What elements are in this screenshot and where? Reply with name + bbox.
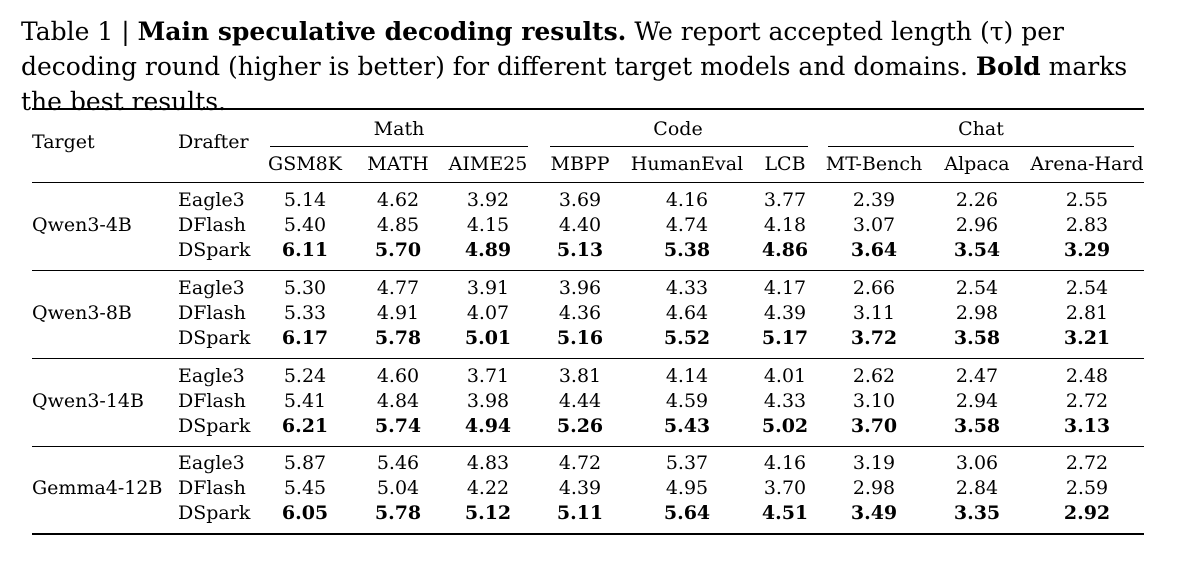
table-cell: 5.78 bbox=[374, 327, 422, 349]
table-cell: 2.47 bbox=[955, 365, 999, 387]
column-header: Arena-Hard bbox=[1030, 153, 1144, 175]
table-cell: 4.89 bbox=[464, 239, 512, 261]
drafter-label: Eagle3 bbox=[178, 365, 245, 387]
table-cell: 3.54 bbox=[953, 239, 1001, 261]
table-cell: 5.13 bbox=[556, 239, 604, 261]
table-cell: 3.10 bbox=[852, 390, 896, 412]
table-cell: 4.86 bbox=[761, 239, 809, 261]
table-cell: 2.96 bbox=[955, 214, 999, 236]
table-cell: 2.98 bbox=[955, 302, 999, 324]
table-cell: 5.37 bbox=[665, 452, 709, 474]
table-cell: 6.11 bbox=[281, 239, 329, 261]
caption-bold-word: Bold bbox=[975, 52, 1041, 81]
table-cell: 4.16 bbox=[763, 452, 807, 474]
table-cell: 3.06 bbox=[955, 452, 999, 474]
table-cell: 5.12 bbox=[464, 502, 512, 524]
table-bottom-rule bbox=[32, 533, 1144, 535]
table-cell: 3.98 bbox=[466, 390, 510, 412]
group-chat: Chat bbox=[958, 118, 1004, 140]
drafter-label: DSpark bbox=[178, 239, 251, 261]
table-cell: 4.84 bbox=[376, 390, 420, 412]
table-cell: 5.46 bbox=[376, 452, 420, 474]
table-cell: 3.72 bbox=[850, 327, 898, 349]
table-cell: 5.26 bbox=[556, 415, 604, 437]
column-header: LCB bbox=[764, 153, 806, 175]
table-cell: 4.85 bbox=[376, 214, 420, 236]
table-cell: 4.16 bbox=[665, 189, 709, 211]
table-cell: 3.58 bbox=[953, 327, 1001, 349]
target-label: Qwen3-14B bbox=[32, 390, 144, 412]
table-cell: 5.14 bbox=[283, 189, 327, 211]
drafter-label: Eagle3 bbox=[178, 277, 245, 299]
group-code: Code bbox=[653, 118, 703, 140]
table-cell: 5.01 bbox=[464, 327, 512, 349]
table-cell: 2.66 bbox=[852, 277, 896, 299]
table-cell: 3.91 bbox=[466, 277, 510, 299]
block-divider bbox=[32, 270, 1144, 271]
column-header: HumanEval bbox=[630, 153, 744, 175]
table-cell: 4.60 bbox=[376, 365, 420, 387]
table-cell: 2.92 bbox=[1063, 502, 1111, 524]
table-cell: 3.81 bbox=[558, 365, 602, 387]
table-cell: 5.74 bbox=[374, 415, 422, 437]
table-cell: 3.77 bbox=[763, 189, 807, 211]
drafter-label: DFlash bbox=[178, 390, 246, 412]
table-cell: 2.62 bbox=[852, 365, 896, 387]
table-cell: 5.24 bbox=[283, 365, 327, 387]
table-cell: 3.64 bbox=[850, 239, 898, 261]
caption-text-2: marks the best results. bbox=[21, 52, 1128, 116]
table-cell: 5.40 bbox=[283, 214, 327, 236]
table-cell: 2.59 bbox=[1065, 477, 1109, 499]
table-cell: 4.33 bbox=[763, 390, 807, 412]
table-cell: 2.39 bbox=[852, 189, 896, 211]
drafter-label: Eagle3 bbox=[178, 189, 245, 211]
table-cell: 4.77 bbox=[376, 277, 420, 299]
table-cell: 4.91 bbox=[376, 302, 420, 324]
table-cell: 2.81 bbox=[1065, 302, 1109, 324]
table-cell: 5.33 bbox=[283, 302, 327, 324]
drafter-label: DSpark bbox=[178, 327, 251, 349]
table-cell: 2.72 bbox=[1065, 452, 1109, 474]
table-cell: 4.40 bbox=[558, 214, 602, 236]
table-top-rule bbox=[32, 108, 1144, 110]
table-cell: 3.29 bbox=[1063, 239, 1111, 261]
table-cell: 5.04 bbox=[376, 477, 420, 499]
table-cell: 2.54 bbox=[1065, 277, 1109, 299]
table-cell: 4.62 bbox=[376, 189, 420, 211]
block-divider bbox=[32, 446, 1144, 447]
table-cell: 4.17 bbox=[763, 277, 807, 299]
drafter-label: Eagle3 bbox=[178, 452, 245, 474]
target-label: Qwen3-4B bbox=[32, 214, 132, 236]
table-cell: 3.11 bbox=[852, 302, 896, 324]
table-cell: 5.16 bbox=[556, 327, 604, 349]
caption-prefix: Table 1 | bbox=[21, 17, 138, 46]
table-cell: 3.70 bbox=[850, 415, 898, 437]
table-cell: 4.59 bbox=[665, 390, 709, 412]
table-cell: 2.55 bbox=[1065, 189, 1109, 211]
table-cell: 4.39 bbox=[558, 477, 602, 499]
group-rule-math bbox=[270, 146, 528, 147]
header-target: Target bbox=[32, 131, 95, 153]
table-cell: 3.21 bbox=[1063, 327, 1111, 349]
table-cell: 3.70 bbox=[763, 477, 807, 499]
table-cell: 5.70 bbox=[374, 239, 422, 261]
table-cell: 4.74 bbox=[665, 214, 709, 236]
column-header: GSM8K bbox=[268, 153, 342, 175]
table-cell: 2.98 bbox=[852, 477, 896, 499]
column-header: MT-Bench bbox=[825, 153, 923, 175]
table-cell: 3.07 bbox=[852, 214, 896, 236]
table-cell: 4.95 bbox=[665, 477, 709, 499]
table-cell: 3.71 bbox=[466, 365, 510, 387]
table-cell: 4.18 bbox=[763, 214, 807, 236]
table-cell: 4.01 bbox=[763, 365, 807, 387]
table-cell: 5.87 bbox=[283, 452, 327, 474]
table-cell: 2.84 bbox=[955, 477, 999, 499]
table-cell: 3.69 bbox=[558, 189, 602, 211]
table-cell: 5.11 bbox=[556, 502, 604, 524]
column-header: AIME25 bbox=[448, 153, 528, 175]
table-cell: 6.17 bbox=[281, 327, 329, 349]
table-cell: 4.07 bbox=[466, 302, 510, 324]
table-cell: 4.44 bbox=[558, 390, 602, 412]
table-cell: 4.39 bbox=[763, 302, 807, 324]
table-cell: 2.72 bbox=[1065, 390, 1109, 412]
drafter-label: DFlash bbox=[178, 477, 246, 499]
table-cell: 4.36 bbox=[558, 302, 602, 324]
group-math: Math bbox=[373, 118, 425, 140]
table-cell: 3.96 bbox=[558, 277, 602, 299]
table-cell: 2.54 bbox=[955, 277, 999, 299]
table-cell: 2.26 bbox=[955, 189, 999, 211]
table-cell: 3.49 bbox=[850, 502, 898, 524]
drafter-label: DSpark bbox=[178, 502, 251, 524]
table-cell: 5.38 bbox=[663, 239, 711, 261]
drafter-label: DFlash bbox=[178, 214, 246, 236]
table-cell: 5.45 bbox=[283, 477, 327, 499]
drafter-label: DFlash bbox=[178, 302, 246, 324]
table-cell: 2.48 bbox=[1065, 365, 1109, 387]
table-cell: 4.14 bbox=[665, 365, 709, 387]
table-cell: 4.33 bbox=[665, 277, 709, 299]
table-cell: 2.83 bbox=[1065, 214, 1109, 236]
table-cell: 6.21 bbox=[281, 415, 329, 437]
caption-title: Main speculative decoding results. bbox=[137, 17, 627, 46]
caption-text-1: We report accepted length (τ) per decoding round (higher is better) for different target models and domains. bbox=[21, 17, 1064, 81]
table-caption bbox=[21, 14, 1161, 119]
block-divider bbox=[32, 358, 1144, 359]
table-cell: 3.92 bbox=[466, 189, 510, 211]
table-cell: 4.94 bbox=[464, 415, 512, 437]
table-cell: 4.64 bbox=[665, 302, 709, 324]
table-cell: 2.94 bbox=[955, 390, 999, 412]
table-cell: 6.05 bbox=[281, 502, 329, 524]
table-cell: 4.15 bbox=[466, 214, 510, 236]
table-cell: 3.13 bbox=[1063, 415, 1111, 437]
target-label: Gemma4-12B bbox=[32, 477, 163, 499]
table-cell: 4.83 bbox=[466, 452, 510, 474]
table-cell: 5.30 bbox=[283, 277, 327, 299]
table-cell: 3.19 bbox=[852, 452, 896, 474]
table-cell: 3.58 bbox=[953, 415, 1001, 437]
table-cell: 5.78 bbox=[374, 502, 422, 524]
table-cell: 4.51 bbox=[761, 502, 809, 524]
group-rule-code bbox=[550, 146, 808, 147]
group-rule-chat bbox=[828, 146, 1134, 147]
column-header: MATH bbox=[367, 153, 429, 175]
table-cell: 5.52 bbox=[663, 327, 711, 349]
table-cell: 3.35 bbox=[953, 502, 1001, 524]
target-label: Qwen3-8B bbox=[32, 302, 132, 324]
drafter-label: DSpark bbox=[178, 415, 251, 437]
table-cell: 4.72 bbox=[558, 452, 602, 474]
table-cell: 5.64 bbox=[663, 502, 711, 524]
header-rule bbox=[32, 182, 1144, 183]
table-cell: 4.22 bbox=[466, 477, 510, 499]
table-cell: 5.17 bbox=[761, 327, 809, 349]
table-cell: 5.02 bbox=[761, 415, 809, 437]
table-cell: 5.43 bbox=[663, 415, 711, 437]
column-header: Alpaca bbox=[944, 153, 1010, 175]
header-drafter: Drafter bbox=[178, 131, 249, 153]
column-header: MBPP bbox=[550, 153, 610, 175]
table-cell: 5.41 bbox=[283, 390, 327, 412]
